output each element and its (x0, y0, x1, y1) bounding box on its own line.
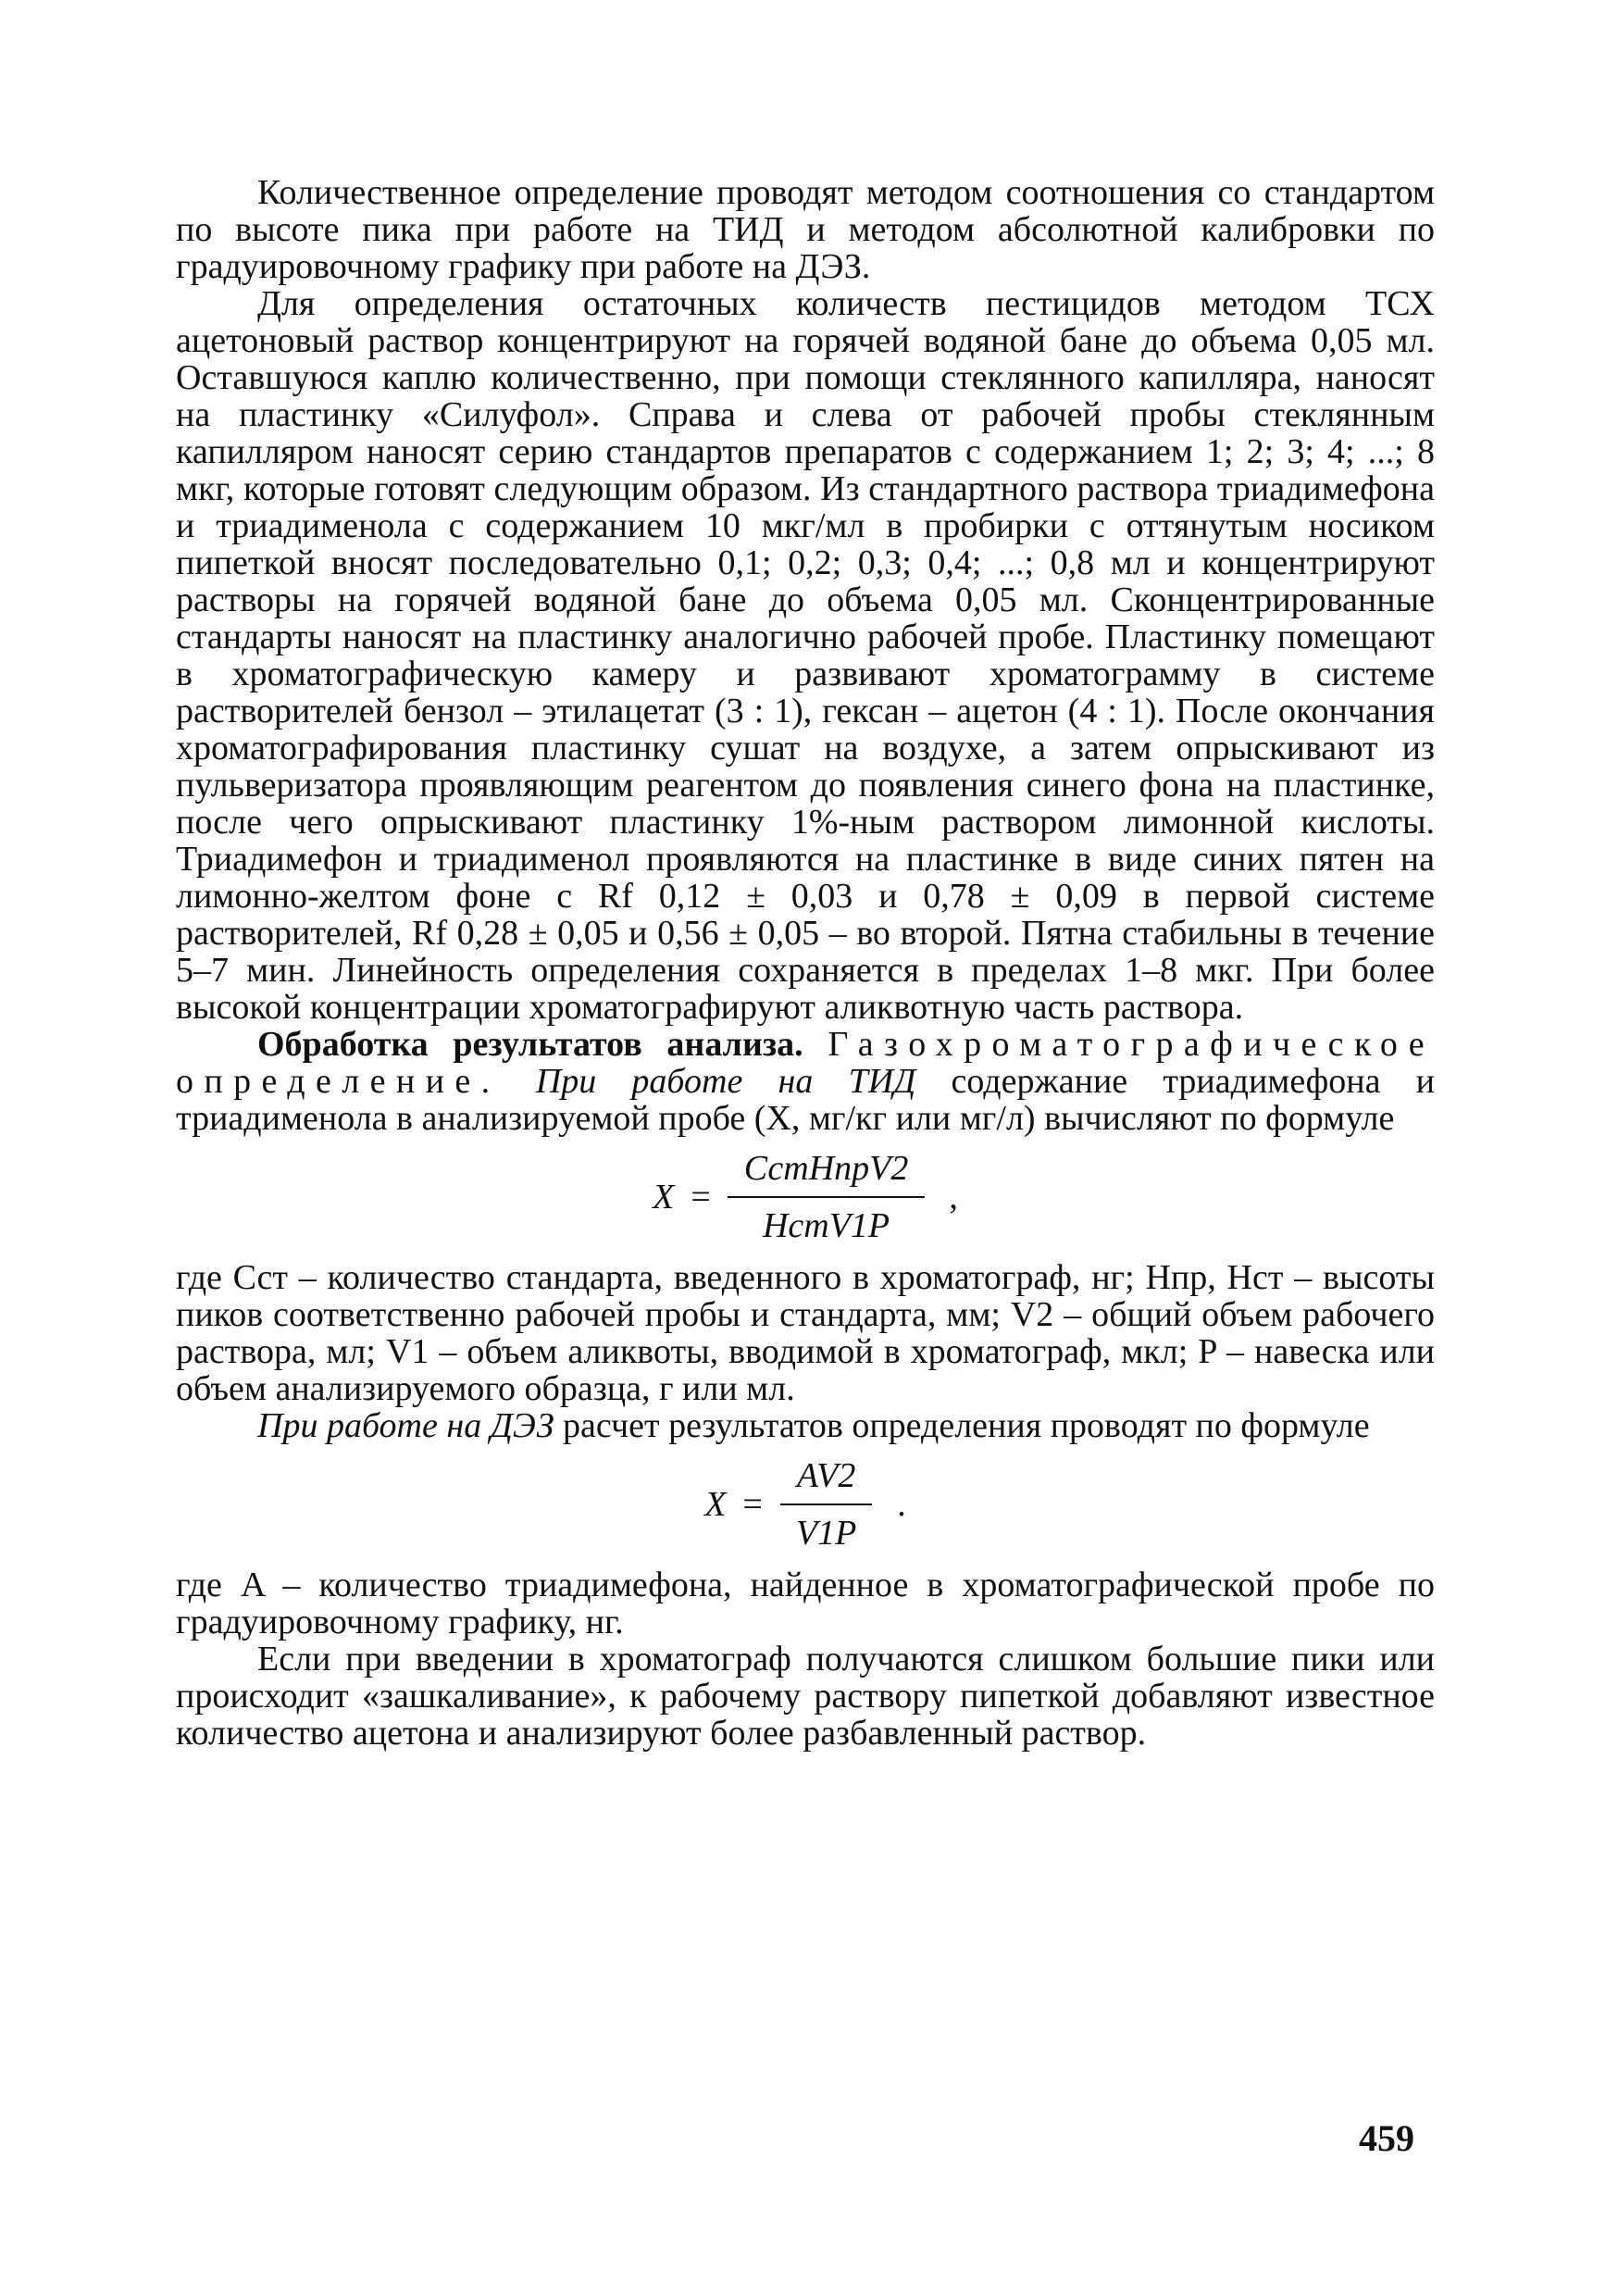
formula-dez-lhs: X (704, 1485, 727, 1524)
paragraph-dez-text: расчет результатов определения проводят по формуле (563, 1406, 1370, 1445)
section-heading: Обработка результатов анализа. (257, 1025, 803, 1064)
formula-tid-equals: = (691, 1178, 711, 1217)
formula-tid-punctuation: , (949, 1178, 958, 1217)
formula-tid-numerator: СстНпрV2 (728, 1148, 926, 1198)
formula-dez-equals: = (742, 1485, 763, 1524)
formula-tid-lhs: X (653, 1178, 675, 1217)
tid-italic-phrase: При работе на ТИД (535, 1062, 916, 1101)
paragraph-tlc-method: Для определения остаточных количеств пестицидов методом ТСХ ацетоновый раствор концентрируют на горячей водяной бане до объема 0,05 мл. Оставшуюся каплю количественно, при помощи стеклянного капилляра, наносят на пластинку «Силуфол». Справа и слева от рабочей пробы стеклянным капилляром наносят серию стандартов препаратов с содержанием 1; 2; 3; 4; ...; 8 мкг, которые готовят следующим образом. Из стандартного раствора триадимефона и триадименола с содержанием 10 мкг/мл в пробирки с оттянутым носиком пипеткой вносят последовательно 0,1; 0,2; 0,3; 0,4; ...; 0,8 мл и концентрируют растворы на горячей водяной бане до объема 0,05 мл. Сконцентрированные стандарты наносят на пластинку аналогично рабочей пробе. Пластинку помещают в хроматографическую камеру и развивают хроматограмму в системе растворителей бензол – этилацетат (3 : 1), гексан – ацетон (4 : 1). После окончания хроматографирования пластинку сушат на воздухе, а затем опрыскивают из пульверизатора проявляющим реагентом до появления синего фона на пластинке, после чего опрыскивают пластинку 1%-ным раствором лимонной кислоты. Триадимефон и триадименол проявляются на пластинке в виде синих пятен на лимонно-желтом фоне с Rf 0,12 ± 0,03 и 0,78 ± 0,09 в первой системе растворителей, Rf 0,28 ± 0,05 и 0,56 ± 0,05 – во второй. Пятна стабильны в течение 5–7 мин. Линейность определения сохраняется в пределах 1–8 мкг. При более высокой концентрации хроматографируют аликвотную часть раствора. (176, 284, 1435, 1027)
page-number: 459 (1359, 2117, 1414, 2159)
body-text (176, 174, 1435, 1752)
subsection-heading-spaced: Газохроматографическое определение. (176, 1025, 1435, 1101)
formula-dez-numerator: AV2 (780, 1455, 873, 1505)
paragraph-dilution: Если при введении в хроматограф получаются слишком большие пики или происходит «зашкаливание», к рабочему раствору пипеткой добавляют известное количество ацетона и анализируют более разбавленный раствор. (176, 1640, 1435, 1753)
formula-tid-fraction (728, 1148, 926, 1246)
paragraph-quantitative-determination: Количественное определение проводят методом соотношения со стандартом по высоте пика при работе на ТИД и методом абсолютной калибровки по градуировочному графику при работе на ДЭЗ. (176, 173, 1435, 286)
dez-italic-phrase: При работе на ДЭЗ (257, 1406, 554, 1445)
paragraph-results-text: содержание триадимефона и триадименола в анализируемой пробе (X, мг/кг или мг/л) вычисляют по формуле (176, 1062, 1436, 1138)
formula-dez-fraction (779, 1455, 873, 1554)
formula-dez (176, 1455, 1435, 1554)
formula-dez-denominator: V1P (795, 1514, 857, 1553)
paragraph-a-definition: где A – количество триадимефона, найденное в хроматографической пробе по градуировочному графику, нг. (176, 1566, 1435, 1641)
paragraph-variable-definitions: где Сст – количество стандарта, введенного в хроматограф, нг; Нпр, Нст – высоты пиков соответственно рабочей пробы и стандарта, мм; V2 – общий объем рабочего раствора, мл; V1 – объем аликвоты, вводимой в хроматограф, мкл; P – навеска или объем анализируемого образца, г или мл. (176, 1258, 1435, 1408)
formula-dez-punctuation: . (897, 1485, 906, 1524)
formula-tid-denominator: НстV1P (762, 1206, 890, 1245)
paragraph-dez (176, 1407, 1435, 1444)
formula-tid (176, 1148, 1435, 1246)
paragraph-results-processing (176, 1026, 1435, 1137)
